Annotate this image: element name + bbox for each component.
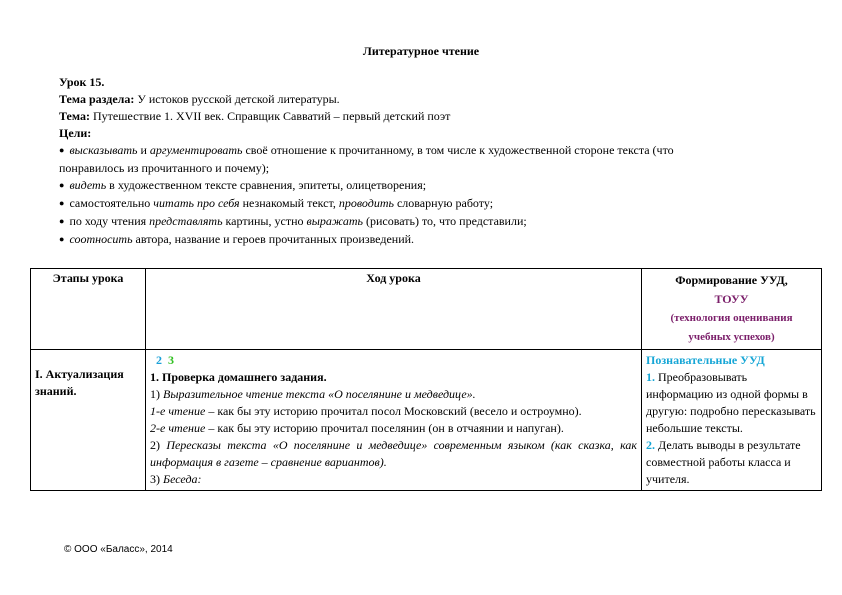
goal-verb: выражать	[306, 214, 363, 228]
uud-num: 1.	[646, 370, 655, 384]
slide-number-3: 3	[168, 353, 174, 367]
lesson-intro	[59, 74, 749, 249]
step-item	[150, 437, 637, 471]
step-num: 1)	[150, 387, 163, 401]
goals-label: Цели:	[59, 126, 92, 140]
goal-text: своё отношение к прочитанному, в том числе к художественной стороне текста (что	[242, 143, 674, 157]
goal-text: в художественном тексте сравнения, эпитеты, олицетворения;	[106, 178, 427, 192]
uud-text: Делать выводы в результате совместной работы класса и учителя.	[646, 438, 801, 486]
lesson-number: Урок 15.	[59, 75, 105, 89]
goal-item	[59, 177, 749, 195]
header-uud	[642, 269, 822, 350]
slide-numbers	[150, 352, 637, 369]
reading-1	[150, 403, 637, 420]
header-uud-line1: Формирование УУД,	[675, 273, 788, 287]
reading-text: – как бы эту историю прочитал поселянин (он в отчаянии и напуган).	[205, 421, 564, 435]
header-stages: Этапы урока	[31, 269, 146, 350]
lesson-table	[30, 268, 822, 491]
reading-text: – как бы эту историю прочитал посол Московский (весело и остроумно).	[205, 404, 582, 418]
stage-cell: I. Актуализация знаний.	[31, 350, 146, 491]
topic-line	[59, 108, 749, 125]
step-num: 2)	[150, 438, 167, 452]
goal-item-continued: понравилось из прочитанного и почему);	[59, 161, 270, 175]
goal-text: и	[137, 143, 150, 157]
goal-verb: читать про себя	[153, 196, 240, 210]
uud-cell	[642, 350, 822, 491]
goal-verb: аргументировать	[149, 143, 243, 157]
step-item	[150, 471, 637, 488]
header-lesson-flow: Ход урока	[146, 269, 642, 350]
reading-label: 1-е чтение	[150, 404, 206, 418]
lesson-flow-cell	[146, 350, 642, 491]
bullet-icon: ●	[59, 145, 65, 155]
reading-2	[150, 420, 637, 437]
step-text: Выразительное чтение текста «О поселянине и медведице».	[163, 387, 476, 401]
goal-text: словарную работу;	[393, 196, 494, 210]
goal-text: картины, устно	[222, 214, 307, 228]
bullet-icon: ●	[59, 198, 65, 208]
goal-item	[59, 231, 749, 249]
uud-num: 2.	[646, 438, 655, 452]
goal-text: по ходу чтения	[69, 214, 150, 228]
section-line	[59, 91, 749, 108]
bullet-icon: ●	[59, 234, 65, 244]
step-num: 3)	[150, 472, 163, 486]
bullet-icon: ●	[59, 180, 65, 190]
goal-verb: высказывать	[69, 143, 138, 157]
document-title: Литературное чтение	[362, 44, 480, 58]
copyright-footer: © ООО «Баласс», 2014	[64, 544, 173, 555]
goal-text: незнакомый текст,	[239, 196, 339, 210]
topic-label: Тема:	[59, 109, 90, 123]
reading-label: 2-е чтение	[150, 421, 206, 435]
slide-number-2: 2	[156, 353, 162, 367]
step-heading: 1. Проверка домашнего задания.	[150, 370, 327, 384]
header-uud-line4: учебных успехов)	[688, 331, 775, 343]
uud-item	[646, 437, 817, 488]
topic-value: Путешествие 1. XVII век. Справщик Савватий – первый детский поэт	[89, 109, 451, 123]
header-uud-line2: ТОУУ	[714, 292, 749, 306]
bullet-icon: ●	[59, 216, 65, 226]
uud-item	[646, 369, 817, 437]
goal-verb: проводить	[338, 196, 394, 210]
uud-text: Преобразовывать информацию из одной формы в другую: подробно пересказывать небольшие тексты.	[646, 370, 816, 435]
step-item	[150, 386, 637, 403]
goal-verb: соотносить	[69, 232, 133, 246]
section-value: У истоков русской детской литературы.	[134, 92, 340, 106]
goal-item	[59, 142, 749, 160]
goal-item	[59, 195, 749, 213]
goal-text: самостоятельно	[69, 196, 154, 210]
table-row	[31, 350, 822, 491]
table-header-row	[31, 269, 822, 350]
goal-verb: видеть	[69, 178, 107, 192]
header-uud-line3: (технология оценивания	[670, 312, 793, 324]
uud-title: Познавательные УУД	[646, 353, 765, 367]
goal-item	[59, 213, 749, 231]
step-text: Пересказы текста «О поселянине и медведице» современным языком (как сказка, как информация в газете – сравнение вариантов).	[150, 438, 637, 469]
goal-text: автора, название и героев прочитанных произведений.	[132, 232, 415, 246]
section-label: Тема раздела:	[59, 92, 135, 106]
step-text: Беседа:	[163, 472, 202, 486]
goal-text: (рисовать) то, что представили;	[362, 214, 527, 228]
goal-verb: представлять	[149, 214, 223, 228]
